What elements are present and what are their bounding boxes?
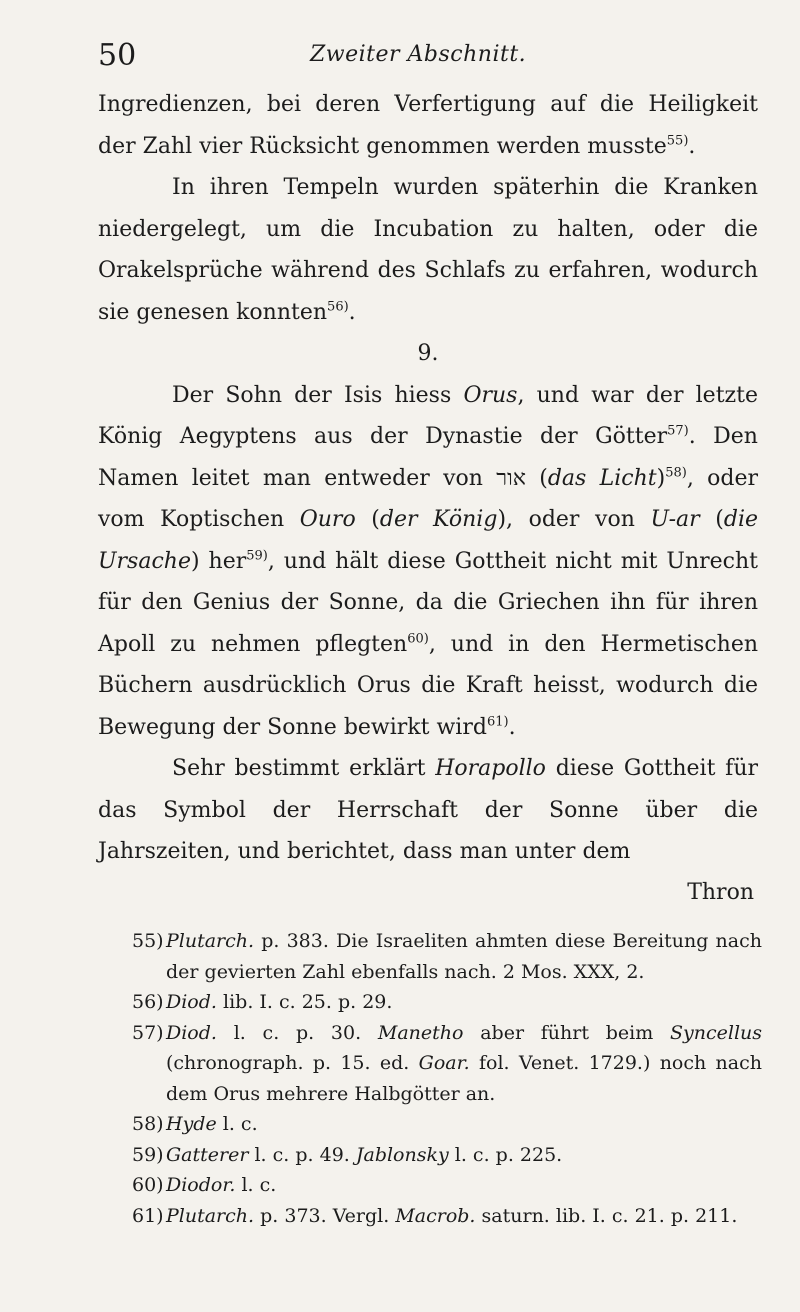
text-run: diese Gottheit für das Symbol der Herrschaft der Sonne über die Jahrszeiten, und berichtet, dass man unter dem (98, 756, 759, 864)
footnote-text: l. c. p. 225. (454, 1143, 563, 1166)
footnote-author: Hyde (166, 1113, 217, 1135)
footnote-author: Plutarch. (166, 1204, 255, 1227)
hebrew-word: אור (496, 465, 526, 491)
footnote-author: Gatterer (166, 1143, 249, 1166)
footnote-text: fol. Venet. 1729.) noch nach dem Orus mehrere Halbgötter an. (166, 1052, 763, 1105)
footnote-work: Syncellus (670, 1021, 763, 1044)
text-run: ) (656, 465, 666, 491)
footnotes (132, 926, 762, 1231)
text-run: Ingredienzen, bei deren Verfertigung auf die Heiligkeit der Zahl vier Rücksicht genommen werden musste (98, 92, 758, 159)
footnote-59 (132, 1140, 762, 1171)
footnote-number: 56) (132, 991, 164, 1013)
running-head: Zweiter Abschnitt. (310, 42, 527, 67)
page-header (98, 36, 740, 76)
main-text (98, 84, 758, 913)
text-run: , und in den Hermetischen Büchern ausdrücklich Orus die Kraft heisst, wodurch die Bewegung der Sonne bewirkt wird (98, 631, 759, 740)
footnote-ref: 61) (486, 714, 509, 730)
text-run: Der Sohn der Isis hiess (172, 382, 452, 408)
italic-term: Ouro (299, 507, 356, 532)
footnote-author: Diodor. (166, 1174, 236, 1196)
text-run: . (348, 299, 356, 325)
italic-name: Orus (463, 382, 518, 408)
text-run: ( (539, 465, 548, 491)
footnote-editor: Goar. (418, 1052, 470, 1074)
footnote-text: lib. I. c. 25. p. 29. (223, 991, 393, 1013)
paragraph-1 (98, 84, 758, 167)
footnote-ref: 56) (327, 299, 349, 315)
footnote-number: 60) (132, 1174, 164, 1196)
footnote-text: l. c. (241, 1174, 277, 1196)
footnote-text: l. c. p. 30. (233, 1021, 362, 1044)
text-run: , und hält diese Gottheit nicht mit Unrecht für den Genius der Sonne, da die Griechen ihn für ihren Apoll zu nehmen pflegten (98, 548, 758, 657)
footnote-number: 57) (132, 1021, 164, 1044)
text-run: , und war der letzte König Aegyptens aus der Dynastie der Götter (98, 382, 758, 449)
italic-term: das Licht (547, 465, 657, 491)
footnote-58 (132, 1109, 762, 1140)
footnote-text: l. c. (222, 1113, 258, 1135)
italic-name: Horapollo (435, 756, 546, 781)
text-run: In ihren Tempeln wurden späterhin die Kranken niedergelegt, um die Incubation zu halten, oder die Orakelsprüche während des Schlafs zu erfahren, wodurch sie genesen konnten (98, 175, 758, 325)
footnote-number: 61) (132, 1204, 164, 1227)
footnote-author: Diod. (166, 991, 217, 1013)
catchword: Thron (687, 879, 754, 905)
text-run: . (508, 714, 516, 740)
footnote-author: Plutarch. (166, 930, 255, 952)
footnote-author: Jablonsky (355, 1143, 449, 1166)
footnote-60 (132, 1170, 762, 1201)
paragraph-2 (98, 167, 758, 333)
footnote-number: 58) (132, 1113, 164, 1135)
footnote-61 (132, 1201, 762, 1232)
footnote-ref: 59) (246, 548, 268, 564)
italic-term: der König (379, 507, 498, 532)
page-number: 50 (98, 38, 137, 73)
text-run: . Den Namen leitet man entweder von (98, 424, 758, 491)
footnote-number: 55) (132, 930, 164, 952)
paragraph-4 (98, 748, 758, 873)
footnote-author: Macrob. (395, 1204, 476, 1227)
paragraph-3 (98, 375, 758, 749)
italic-term: U-ar (650, 507, 700, 532)
text-run: ( (371, 507, 380, 532)
footnote-text: (chronograph. p. 15. ed. (166, 1052, 410, 1074)
text-run: ) her (190, 548, 247, 574)
footnote-57 (132, 1018, 762, 1110)
footnote-text: aber führt beim (480, 1021, 654, 1044)
footnote-text: p. 373. Vergl. (260, 1204, 390, 1227)
footnote-ref: 57) (667, 423, 689, 439)
section-number: 9. (417, 341, 439, 366)
footnote-author: Manetho (377, 1021, 464, 1044)
footnote-55 (132, 926, 762, 987)
footnote-ref: 58) (665, 465, 687, 481)
footnote-text: p. 383. Die Israeliten ahmten diese Bereitung nach der gevierten Zahl ebenfalls nach. 2 Mos. XXX, 2. (166, 930, 762, 983)
text-run: Sehr bestimmt erklärt (172, 756, 426, 781)
text-run: ), oder von (497, 507, 635, 532)
footnote-text: saturn. lib. I. c. 21. p. 211. (481, 1204, 738, 1227)
text-run: , oder vom Koptischen (98, 465, 758, 532)
footnote-text: l. c. p. 49. (254, 1143, 350, 1166)
footnote-ref: 55) (666, 133, 689, 149)
footnote-ref: 60) (407, 631, 429, 647)
text-run: ( (715, 507, 724, 532)
text-run: . (688, 133, 696, 159)
footnote-number: 59) (132, 1143, 164, 1166)
footnote-author: Diod. (166, 1021, 217, 1044)
italic-term: die Ursache (98, 507, 758, 574)
footnote-56 (132, 987, 762, 1018)
